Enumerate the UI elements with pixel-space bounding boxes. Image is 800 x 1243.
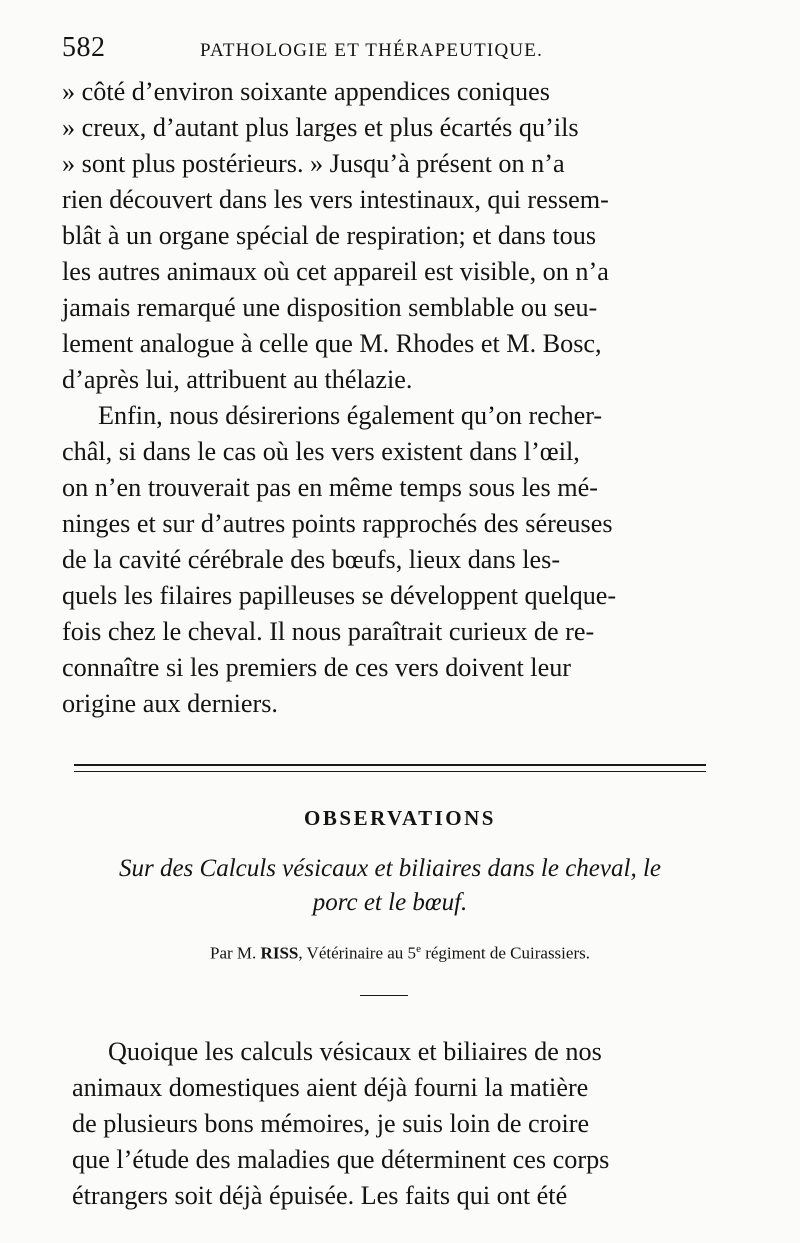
text-line: on n’en trouverait pas en même temps sous les mé- <box>62 473 598 502</box>
text-line: blât à un organe spécial de respiration; et dans tous <box>62 221 597 250</box>
short-divider <box>360 995 408 996</box>
author-byline <box>0 943 800 964</box>
text-line: les autres animaux où cet appareil est visible, on n’a <box>62 257 609 286</box>
section-title: OBSERVATIONS <box>304 806 496 830</box>
subtitle-line: porc et le bœuf. <box>312 889 468 916</box>
section-divider <box>74 764 706 772</box>
text-line: que l’étude des maladies que déterminent ces corps <box>72 1145 610 1174</box>
text-line: étrangers soit déjà épuisée. Les faits qui ont été <box>72 1181 568 1210</box>
running-head: PATHOLOGIE ET THÉRAPEUTIQUE. <box>200 40 544 61</box>
text-line: d’après lui, attribuent au thélazie. <box>62 365 413 394</box>
text-line: animaux domestiques aient déjà fourni la matière <box>72 1073 589 1102</box>
body-text-top <box>62 74 706 722</box>
page-number: 582 <box>62 32 106 63</box>
text-line: quels les filaires papilleuses se développent quelque- <box>62 581 617 610</box>
text-line: origine aux derniers. <box>62 689 278 718</box>
byline-suffix: régiment de Cuirassiers. <box>420 943 590 963</box>
page-header <box>62 30 702 70</box>
body-text-bottom <box>72 1034 712 1214</box>
byline-mid: , Vétérinaire au 5 <box>298 943 417 963</box>
text-line: Quoique les calculs vésicaux et biliaires de nos <box>108 1037 602 1066</box>
text-line: » côté d’environ soixante appendices coniques <box>62 77 550 106</box>
text-line: » sont plus postérieurs. » Jusqu’à présent on n’a <box>62 149 565 178</box>
text-line: connaître si les premiers de ces vers doivent leur <box>62 653 572 682</box>
text-line: lement analogue à celle que M. Rhodes et M. Bosc, <box>62 329 602 358</box>
byline-prefix: Par M. <box>210 943 257 963</box>
paragraph-continued <box>62 74 706 398</box>
text-line: » creux, d’autant plus larges et plus écartés qu’ils <box>62 113 579 142</box>
text-line: de plusieurs bons mémoires, je suis loin de croire <box>72 1109 590 1138</box>
author-name: RISS <box>260 943 299 963</box>
section-subtitle <box>70 852 710 920</box>
byline-sup: e <box>416 943 421 955</box>
text-line: de la cavité cérébrale des bœufs, lieux dans les- <box>62 545 561 574</box>
paragraph-enfin <box>62 398 706 722</box>
subtitle-line: Sur des Calculs vésicaux et biliaires dans le cheval, le <box>118 855 661 882</box>
text-line: fois chez le cheval. Il nous paraîtrait curieux de re- <box>62 617 595 646</box>
text-line: Enfin, nous désirerions également qu’on recher- <box>98 401 603 430</box>
text-line: jamais remarqué une disposition semblable ou seu- <box>62 293 598 322</box>
text-line: rien découvert dans les vers intestinaux, qui ressem- <box>62 185 609 214</box>
text-line: châl, si dans le cas où les vers existent dans l’œil, <box>62 437 580 466</box>
text-line: ninges et sur d’autres points rapprochés des séreuses <box>62 509 613 538</box>
